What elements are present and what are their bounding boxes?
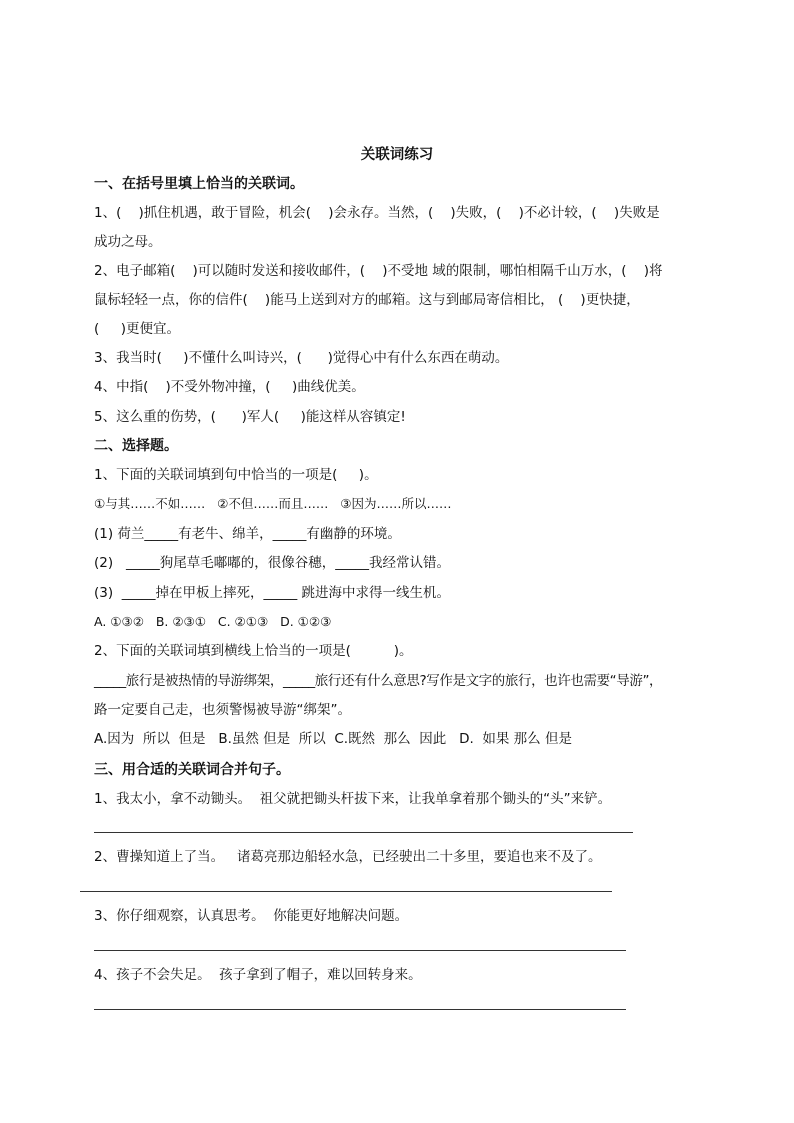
s1-q2-line3: ( )更便宜。 <box>94 321 180 337</box>
s2-q2: 2、下面的关联词填到横线上恰当的一项是( )。 <box>94 643 413 659</box>
s1-q5: 5、这么重的伤势，( )军人( )能这样从容镇定! <box>94 409 406 425</box>
answer-line <box>94 1009 626 1010</box>
s2-q2-line1: _____旅行是被热情的导游绑架，_____旅行还有什么意思?写作是文字的旅行，也许也需要“导游”， <box>94 673 663 689</box>
answer-line <box>94 832 633 833</box>
s3-q3: 3、你仔细观察，认真思考。 你能更好地解决问题。 <box>94 908 409 924</box>
s1-q2-line1: 2、电子邮箱( )可以随时发送和接收邮件，( )不受地 域的限制，哪怕相隔千山万水，( )将 <box>94 263 663 279</box>
section1-heading: 一、在括号里填上恰当的关联词。 <box>94 176 304 192</box>
section3-heading: 三、用合适的关联词合并句子。 <box>94 762 290 778</box>
page-title: 关联词练习 <box>360 147 434 163</box>
answer-line <box>80 891 612 892</box>
s1-q3: 3、我当时( )不懂什么叫诗兴，( )觉得心中有什么东西在萌动。 <box>94 350 509 366</box>
s2-q1: 1、下面的关联词填到句中恰当的一项是( )。 <box>94 467 378 483</box>
s2-q2-choices: A.因为 所以 但是 B.虽然 但是 所以 C.既然 那么 因此 D. 如果 那么 但是 <box>94 731 572 747</box>
s2-q2-line2: 路一定要自己走，也须警惕被导游“绑架”。 <box>94 702 351 718</box>
answer-line <box>94 950 626 951</box>
s2-q1-choices: A. ①③② B. ②③① C. ②①③ D. ①②③ <box>94 614 332 629</box>
s1-q4: 4、中指( )不受外物冲撞，( )曲线优美。 <box>94 379 365 395</box>
s1-q1-line2: 成功之母。 <box>94 234 162 250</box>
s3-q4: 4、孩子不会失足。 孩子拿到了帽子，难以回转身来。 <box>94 967 422 983</box>
s2-q1-options: ①与其……不如…… ②不但……而且…… ③因为……所以…… <box>94 496 452 511</box>
s2-q1-sentence3: (3) _____掉在甲板上摔死，_____ 跳进海中求得一线生机。 <box>94 585 450 601</box>
s3-q2: 2、曹操知道上了当。 诸葛亮那边船轻水急，已经驶出二十多里，要追也来不及了。 <box>94 849 602 865</box>
s2-q1-sentence2: (2) _____狗尾草毛嘟嘟的，很像谷穗，_____我经常认错。 <box>94 555 450 571</box>
s3-q1: 1、我太小，拿不动锄头。 祖父就把锄头杆拔下来，让我单拿着那个锄头的“头”来铲。 <box>94 791 612 807</box>
s2-q1-sentence1: (1) 荷兰_____有老牛、绵羊，_____有幽静的环境。 <box>94 526 401 542</box>
section2-heading: 二、选择题。 <box>94 438 178 454</box>
s1-q2-line2: 鼠标轻轻一点，你的信件( )能马上送到对方的邮箱。这与到邮局寄信相比， ( )更快捷， <box>94 292 640 308</box>
s1-q1-line1: 1、( )抓住机遇，敢于冒险，机会( )会永存。当然，( )失败，( )不必计较，( )失败是 <box>94 205 660 221</box>
